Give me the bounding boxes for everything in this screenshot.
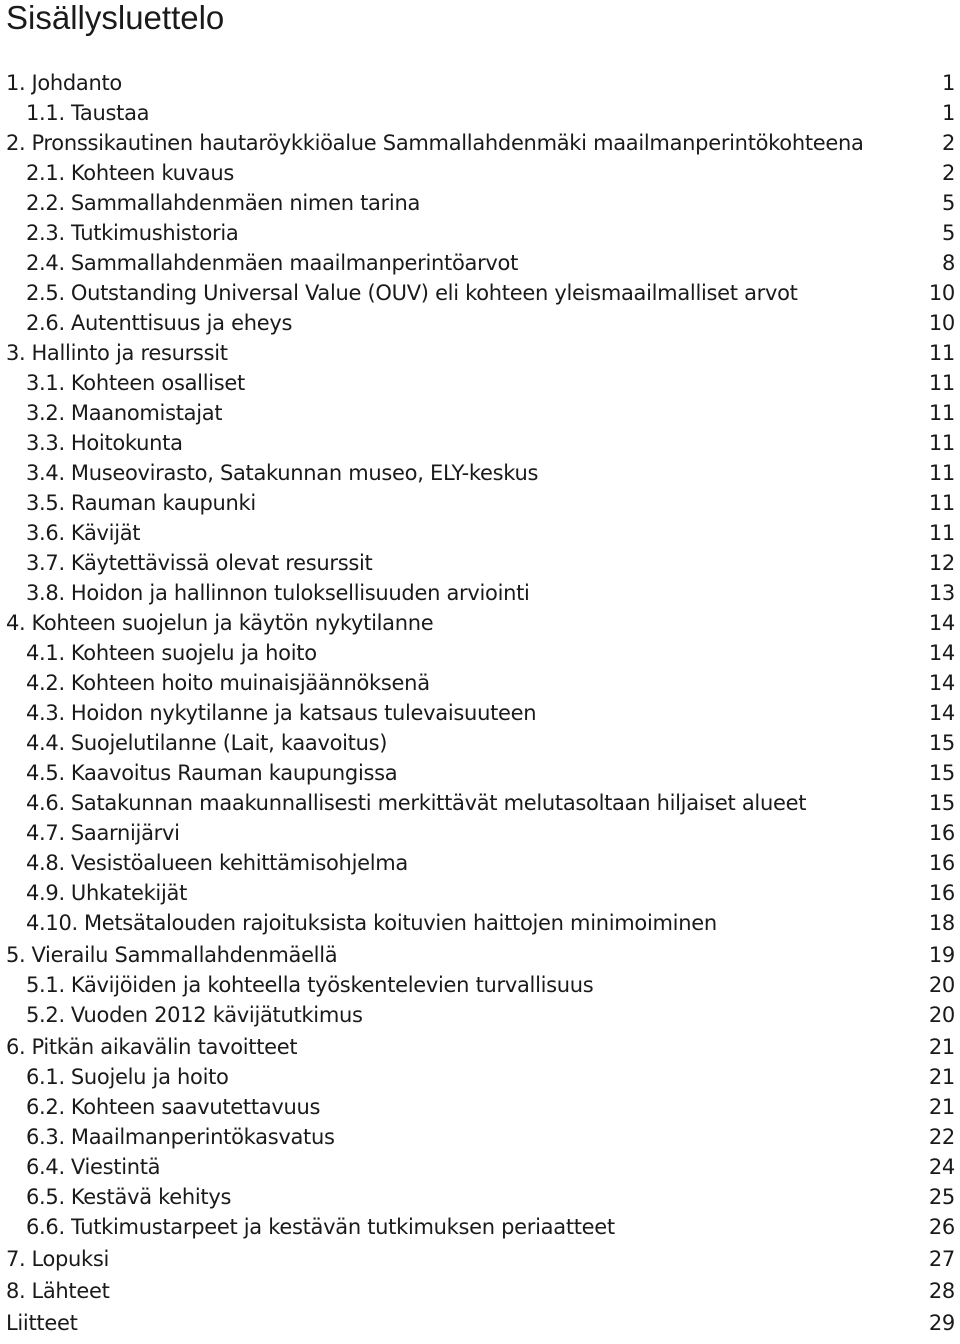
toc-entry-number: 3.5. <box>26 491 65 515</box>
toc-entry <box>0 1032 960 1062</box>
toc-entry-number: 3.7. <box>26 551 65 575</box>
toc-entry <box>0 698 960 728</box>
toc-entry-title: Pitkän aikavälin tavoitteet <box>31 1035 298 1059</box>
toc-entry <box>0 970 960 1000</box>
toc-entry <box>0 1092 960 1122</box>
toc-entry-page-number: 18 <box>928 911 955 935</box>
toc-entry-title: Hoitokunta <box>70 431 183 455</box>
toc-entry-title: Johdanto <box>31 71 122 95</box>
toc-entry-number: 6.1. <box>26 1065 65 1089</box>
toc-entry-page-number: 11 <box>928 371 955 395</box>
toc-entry-number: 4.7. <box>26 821 65 845</box>
toc-entry-title: Kaavoitus Rauman kaupungissa <box>70 761 398 785</box>
toc-entry-page-number: 14 <box>928 641 955 665</box>
toc-entry-number: 4. <box>6 611 26 635</box>
toc-entry-page-number: 25 <box>928 1185 955 1209</box>
toc-entry-number: 2.2. <box>26 191 65 215</box>
toc-entry-number: 6. <box>6 1035 26 1059</box>
toc-entry-number: 4.8. <box>26 851 65 875</box>
toc-entry-title: Kohteen suojelun ja käytön nykytilanne <box>31 611 434 635</box>
toc-entry-page-number: 20 <box>928 1003 955 1027</box>
toc-entry <box>0 578 960 608</box>
toc-entry-title: Liitteet <box>6 1311 78 1335</box>
toc-entry <box>0 278 960 308</box>
toc-entry-number: 5.1. <box>26 973 65 997</box>
toc-entry-title: Rauman kaupunki <box>70 491 256 515</box>
toc-entry-number: 8. <box>6 1279 26 1303</box>
toc-entry-title: Vesistöalueen kehittämisohjelma <box>70 851 408 875</box>
toc-entry-page-number: 8 <box>941 251 955 275</box>
toc-entry <box>0 1244 960 1274</box>
toc-entry-page-number: 1 <box>941 101 955 125</box>
toc-entry <box>0 848 960 878</box>
toc-entry-page-number: 20 <box>928 973 955 997</box>
toc-entry <box>0 188 960 218</box>
toc-entry-page-number: 21 <box>928 1065 955 1089</box>
toc-entry-page-number: 5 <box>941 221 955 245</box>
toc-entry-title: Suojelu ja hoito <box>70 1065 229 1089</box>
toc-entry-title: Hoidon ja hallinnon tuloksellisuuden arviointi <box>70 581 530 605</box>
toc-entry-number: 4.9. <box>26 881 65 905</box>
toc-entry-number: 2.6. <box>26 311 65 335</box>
toc-entry <box>0 668 960 698</box>
toc-entry-page-number: 16 <box>928 881 955 905</box>
toc-entry-page-number: 11 <box>928 431 955 455</box>
toc-entry-page-number: 21 <box>928 1095 955 1119</box>
toc-entry-title: Metsätalouden rajoituksista koituvien haittojen minimoiminen <box>83 911 717 935</box>
toc-entry-page-number: 16 <box>928 851 955 875</box>
toc-entry-number: 2.4. <box>26 251 65 275</box>
toc-entry-number: 3.3. <box>26 431 65 455</box>
toc-entry-title: Lähteet <box>31 1279 110 1303</box>
toc-entry-title: Maanomistajat <box>70 401 223 425</box>
toc-entry-number: 3.2. <box>26 401 65 425</box>
toc-entry-page-number: 29 <box>928 1311 955 1335</box>
toc-entry-title: Outstanding Universal Value (OUV) eli kohteen yleismaailmalliset arvot <box>70 281 798 305</box>
toc-entry-title: Hallinto ja resurssit <box>31 341 228 365</box>
toc-entry-page-number: 2 <box>941 131 955 155</box>
toc-entry <box>0 398 960 428</box>
toc-entry-page-number: 26 <box>928 1215 955 1239</box>
toc-entry-page-number: 28 <box>928 1279 955 1303</box>
toc-entry-page-number: 15 <box>928 761 955 785</box>
toc-entry-page-number: 1 <box>941 71 955 95</box>
toc-entry-number: 4.6. <box>26 791 65 815</box>
toc-entry <box>0 878 960 908</box>
toc-entry <box>0 1000 960 1030</box>
toc-entry <box>0 1182 960 1212</box>
toc-entry <box>0 338 960 368</box>
toc-entry <box>0 638 960 668</box>
toc-entry-number: 4.5. <box>26 761 65 785</box>
toc-entry-number: 3.6. <box>26 521 65 545</box>
toc-entry-page-number: 15 <box>928 791 955 815</box>
toc-entry <box>0 158 960 188</box>
toc-entry-page-number: 21 <box>928 1035 955 1059</box>
toc-entry-number: 3. <box>6 341 26 365</box>
toc-entry-number: 6.4. <box>26 1155 65 1179</box>
toc-entry-page-number: 14 <box>928 701 955 725</box>
toc-entry-number: 4.3. <box>26 701 65 725</box>
toc-entry <box>0 428 960 458</box>
page-title: Sisällysluettelo <box>6 0 225 36</box>
toc-entry <box>0 908 960 938</box>
toc-entry-number: 2.1. <box>26 161 65 185</box>
toc-entry-number: 1. <box>6 71 26 95</box>
toc-entry-title: Kävijät <box>70 521 141 545</box>
toc-entry-title: Kohteen saavutettavuus <box>70 1095 321 1119</box>
toc-entry <box>0 1276 960 1306</box>
toc-entry-number: 5. <box>6 943 26 967</box>
toc-entry-page-number: 19 <box>928 943 955 967</box>
toc-entry-page-number: 11 <box>928 521 955 545</box>
toc-entry-title: Tutkimustarpeet ja kestävän tutkimuksen periaatteet <box>70 1215 615 1239</box>
toc-entry-title: Taustaa <box>70 101 150 125</box>
toc-entry-title: Maailmanperintökasvatus <box>70 1125 335 1149</box>
toc-entry-title: Pronssikautinen hautaröykkiöalue Sammallahdenmäki maailmanperintökohteena <box>31 131 864 155</box>
toc-entry-title: Suojelutilanne (Lait, kaavoitus) <box>70 731 388 755</box>
toc-entry-title: Uhkatekijät <box>70 881 188 905</box>
toc-entry <box>0 788 960 818</box>
toc-entry <box>0 218 960 248</box>
toc-entry-number: 2.3. <box>26 221 65 245</box>
toc-entry <box>0 248 960 278</box>
toc-entry <box>0 98 960 128</box>
toc-entry-page-number: 11 <box>928 491 955 515</box>
toc-entry-page-number: 22 <box>928 1125 955 1149</box>
toc-entry-title: Kohteen hoito muinaisjäännöksenä <box>70 671 430 695</box>
toc-entry-number: 4.10. <box>26 911 78 935</box>
toc-entry <box>0 68 960 98</box>
toc-entry-title: Kohteen osalliset <box>70 371 245 395</box>
toc-entry-number: 4.1. <box>26 641 65 665</box>
toc-entry <box>0 1308 960 1338</box>
toc-entry-title: Tutkimushistoria <box>70 221 239 245</box>
toc-entry-title: Lopuksi <box>31 1247 110 1271</box>
toc-entry-number: 6.3. <box>26 1125 65 1149</box>
toc-entry <box>0 940 960 970</box>
toc-entry-title: Kävijöiden ja kohteella työskentelevien turvallisuus <box>70 973 594 997</box>
toc-entry-number: 4.2. <box>26 671 65 695</box>
toc-entry-number: 7. <box>6 1247 26 1271</box>
toc-entry-page-number: 27 <box>928 1247 955 1271</box>
toc-entry <box>0 458 960 488</box>
toc-entry-title: Satakunnan maakunnallisesti merkittävät melutasoltaan hiljaiset alueet <box>70 791 807 815</box>
toc-entry-page-number: 14 <box>928 671 955 695</box>
toc-entry-title: Kestävä kehitys <box>70 1185 232 1209</box>
toc-entry <box>0 518 960 548</box>
toc-entry <box>0 728 960 758</box>
toc-entry-number: 3.4. <box>26 461 65 485</box>
toc-entry-number: 6.2. <box>26 1095 65 1119</box>
toc-entry-page-number: 15 <box>928 731 955 755</box>
toc-entry-page-number: 11 <box>928 341 955 365</box>
toc-entry-number: 2. <box>6 131 26 155</box>
toc-entry <box>0 128 960 158</box>
toc-entry-title: Museovirasto, Satakunnan museo, ELY-keskus <box>70 461 539 485</box>
toc-entry-page-number: 5 <box>941 191 955 215</box>
toc-entry-page-number: 12 <box>928 551 955 575</box>
toc-entry-title: Vierailu Sammallahdenmäellä <box>31 943 338 967</box>
toc-entry-page-number: 16 <box>928 821 955 845</box>
toc-entry-page-number: 24 <box>928 1155 955 1179</box>
toc-entry <box>0 548 960 578</box>
toc-entry-title: Hoidon nykytilanne ja katsaus tulevaisuuteen <box>70 701 537 725</box>
toc-entry <box>0 818 960 848</box>
toc-entry-title: Kohteen kuvaus <box>70 161 234 185</box>
toc-entry-page-number: 13 <box>928 581 955 605</box>
toc-entry <box>0 1212 960 1242</box>
toc-entry-title: Vuoden 2012 kävijätutkimus <box>70 1003 363 1027</box>
toc-entry <box>0 608 960 638</box>
toc-entry <box>0 488 960 518</box>
toc-entry-number: 3.1. <box>26 371 65 395</box>
toc-entry <box>0 1062 960 1092</box>
toc-entry-number: 6.5. <box>26 1185 65 1209</box>
toc-entry <box>0 308 960 338</box>
toc-entry <box>0 758 960 788</box>
toc-entry-number: 5.2. <box>26 1003 65 1027</box>
toc-entry-title: Autenttisuus ja eheys <box>70 311 293 335</box>
toc-entry-number: 2.5. <box>26 281 65 305</box>
toc-entry-page-number: 11 <box>928 461 955 485</box>
toc-entry-title: Saarnijärvi <box>70 821 180 845</box>
toc-entry-page-number: 11 <box>928 401 955 425</box>
toc-entry-number: 1.1. <box>26 101 65 125</box>
toc-entry-title: Sammallahdenmäen nimen tarina <box>70 191 421 215</box>
toc-entry-page-number: 10 <box>928 281 955 305</box>
toc-entry <box>0 1152 960 1182</box>
toc-entry-page-number: 14 <box>928 611 955 635</box>
toc-entry-page-number: 10 <box>928 311 955 335</box>
toc-entry-title: Sammallahdenmäen maailmanperintöarvot <box>70 251 519 275</box>
toc-entry <box>0 1122 960 1152</box>
table-of-contents <box>0 68 960 1338</box>
toc-entry <box>0 368 960 398</box>
toc-entry-page-number: 2 <box>941 161 955 185</box>
toc-entry-number: 6.6. <box>26 1215 65 1239</box>
toc-entry-title: Viestintä <box>70 1155 161 1179</box>
toc-entry-number: 4.4. <box>26 731 65 755</box>
toc-entry-number: 3.8. <box>26 581 65 605</box>
toc-entry-title: Kohteen suojelu ja hoito <box>70 641 317 665</box>
toc-entry-title: Käytettävissä olevat resurssit <box>70 551 373 575</box>
